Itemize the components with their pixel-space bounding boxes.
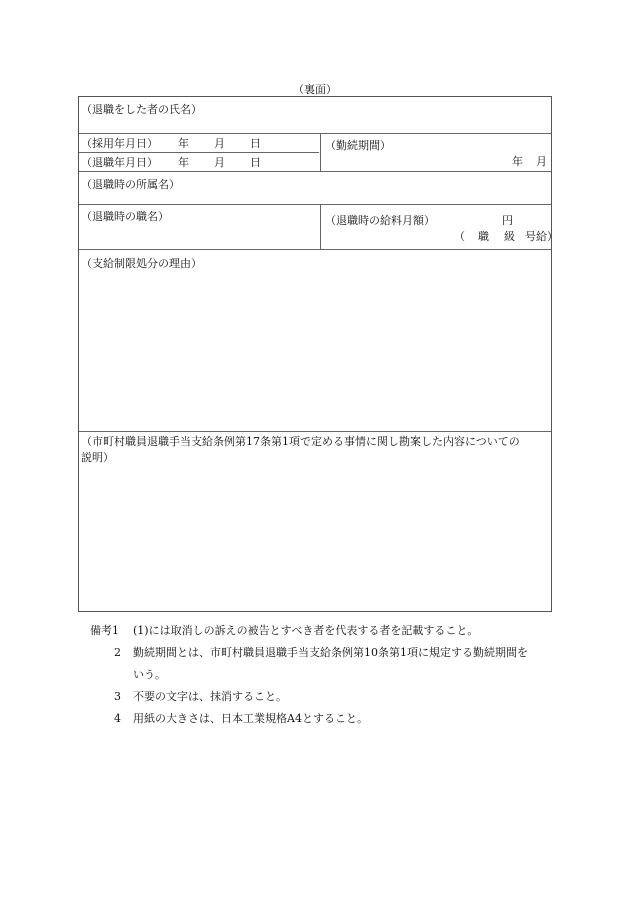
note-item (90, 712, 560, 734)
row-divider (79, 249, 551, 250)
affiliation-label: （退職時の所属名） (81, 178, 180, 191)
service-year-unit: 年 (512, 155, 523, 168)
row-divider (79, 171, 551, 172)
retire-year-unit: 年 (178, 156, 189, 169)
hire-day-unit: 日 (250, 137, 261, 150)
retire-month-unit: 月 (214, 156, 225, 169)
note-item (90, 690, 560, 712)
row-divider-half (79, 152, 319, 153)
service-month-unit: 月 (536, 155, 547, 168)
row-divider (79, 204, 551, 205)
note-text: 用紙の大きさは、日本工業規格A4とすること。 (133, 712, 368, 725)
note-text: いう。 (133, 668, 166, 681)
job-title-label: （退職時の職名） (81, 210, 169, 223)
note-number: 4 (114, 712, 121, 725)
salary-class-unit: 級 (504, 230, 515, 243)
salary-step-unit: 号給） (525, 230, 558, 243)
note-item (90, 624, 560, 646)
explanation-label-line1: （市町村職員退職手当支給条例第17条第1項で定める事情に関し勘案した内容についての (81, 435, 520, 448)
row-divider (79, 431, 551, 432)
retirement-allowance-form (78, 96, 558, 612)
note-text: (1)には取消しの訴えの被告とすべき者を代表する者を記載すること。 (133, 624, 479, 637)
salary-label: （退職時の給料月額） (325, 214, 435, 227)
note-item-continued (90, 668, 560, 690)
row-divider (79, 133, 551, 134)
retire-date-label: （退職年月日） (81, 156, 158, 169)
page-side-label: （裏面） (293, 83, 337, 96)
notes-heading: 備考1 (90, 624, 119, 637)
note-number: 3 (114, 690, 121, 703)
hire-month-unit: 月 (214, 137, 225, 150)
salary-grade-unit: 職 (478, 230, 489, 243)
hire-date-label: （採用年月日） (81, 137, 158, 150)
notes-section (90, 624, 560, 734)
col-divider (320, 204, 321, 249)
name-field-label: （退職をした者の氏名） (81, 103, 202, 116)
hire-year-unit: 年 (178, 137, 189, 150)
salary-open-paren: （ (454, 230, 465, 243)
reason-label: （支給制限処分の理由） (81, 257, 202, 270)
note-item (90, 646, 560, 668)
note-text: 不要の文字は、抹消すること。 (133, 690, 287, 703)
service-period-label: （勤続期間） (325, 139, 391, 152)
note-number: 2 (114, 646, 121, 659)
col-divider (320, 133, 321, 171)
note-text: 勤続期間とは、市町村職員退職手当支給条例第10条第1項に規定する勤続期間を (133, 646, 528, 659)
salary-yen-unit: 円 (502, 214, 513, 227)
explanation-label-line2: 説明） (81, 451, 114, 464)
retire-day-unit: 日 (250, 156, 261, 169)
